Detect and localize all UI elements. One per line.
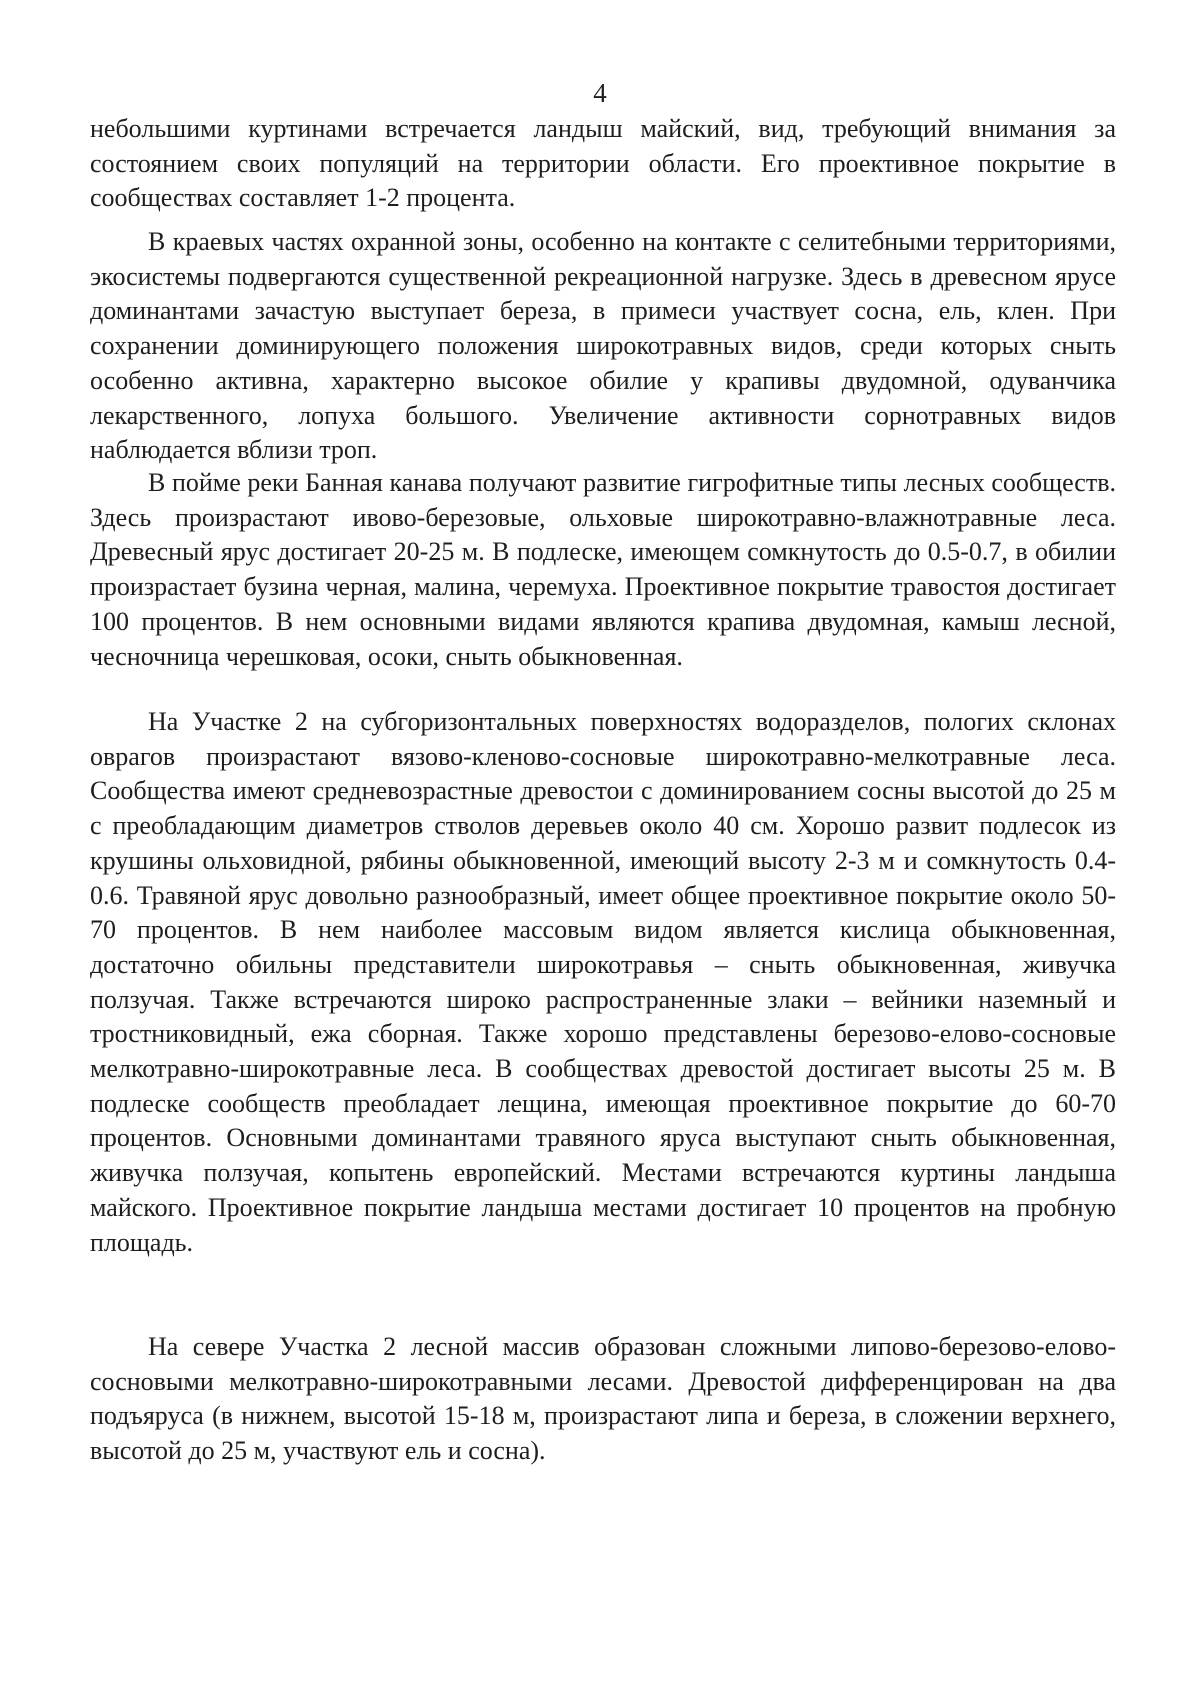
page-number: 4 (593, 78, 607, 108)
paragraph-text: На Участке 2 на субгоризонтальных поверхностях водоразделов, пологих склонах оврагов произрастают вязово-кленово-сосновые широкотравно-мелкотравные леса. Сообщества имеют средневозрастные древостои с доминированием сосны высотой до 25 м с преобладающим диаметров стволов деревьев около 40 см. Хорошо развит подлесок из крушины ольховидной, рябины обыкновенной, имеющий высоту 2-3 м и сомкнутость 0.4-0.6. Травяной ярус довольно разнообразный, имеет общее проективное покрытие около 50-70 процентов. В нем наиболее массовым видом является кислица обыкновенная, достаточно обильны представители широкотравья – сныть обыкновенная, живучка ползучая. Также встречаются широко распространенные злаки – вейники наземный и тростниковидный, ежа сборная. Также хорошо представлены березово-елово-сосновые мелкотравно-широкотравные леса. В сообществах древостой достигает высоты 25 м. В подлеске сообществ преобладает лещина, имеющая проективное покрытие до 60-70 процентов. Основными доминантами травяного яруса выступают сныть обыкновенная, живучка ползучая, копытень европейский. Местами встречаются куртины ландыша майского. Проективное покрытие ландыша местами достигает 10 процентов на пробную площадь. (90, 707, 1116, 1257)
paragraph-text: небольшими куртинами встречается ландыш майский, вид, требующий внимания за состоянием своих популяций на территории области. Его проективное покрытие в сообществах составляет 1-2 процента. (90, 114, 1116, 213)
paragraph-text: В краевых частях охранной зоны, особенно на контакте с селитебными территориями, экосистемы подвергаются существенной рекреационной нагрузке. Здесь в древесном ярусе доминантами зачастую выступает береза, в примеси участвует сосна, ель, клен. При сохранении доминирующего положения широкотравных видов, среди которых сныть особенно активна, характерно высокое обилие у крапивы двудомной, одуванчика лекарственного, лопуха большого. Увеличение активности сорнотравных видов наблюдается вблизи троп. (90, 227, 1116, 465)
paragraph-text: В пойме реки Банная канава получают развитие гигрофитные типы лесных сообществ. Здесь произрастают ивово-березовые, ольховые широкотравно-влажнотравные леса. Древесный ярус достигает 20-25 м. В подлеске, имеющем сомкнутость до 0.5-0.7, в обилии произрастает бузина черная, малина, черемуха. Проективное покрытие травостоя достигает 100 процентов. В нем основными видами являются крапива двудомная, камыш лесной, чесночница черешковая, осоки, сныть обыкновенная. (90, 468, 1116, 671)
paragraph-floodplain (90, 466, 1116, 674)
paragraph-continuation (90, 112, 1116, 216)
paragraph-text: На севере Участка 2 лесной массив образован сложными липово-березово-елово-сосновыми мелкотравно-широкотравными лесами. Древостой дифференцирован на два подъяруса (в нижнем, высотой 15-18 м, произрастают липа и береза, в сложении верхнего, высотой до 25 м, участвуют ель и сосна). (90, 1332, 1116, 1466)
paragraph-site-2 (90, 705, 1116, 1260)
paragraph-site-2-north (90, 1330, 1116, 1469)
paragraph-edge-zones (90, 225, 1116, 468)
